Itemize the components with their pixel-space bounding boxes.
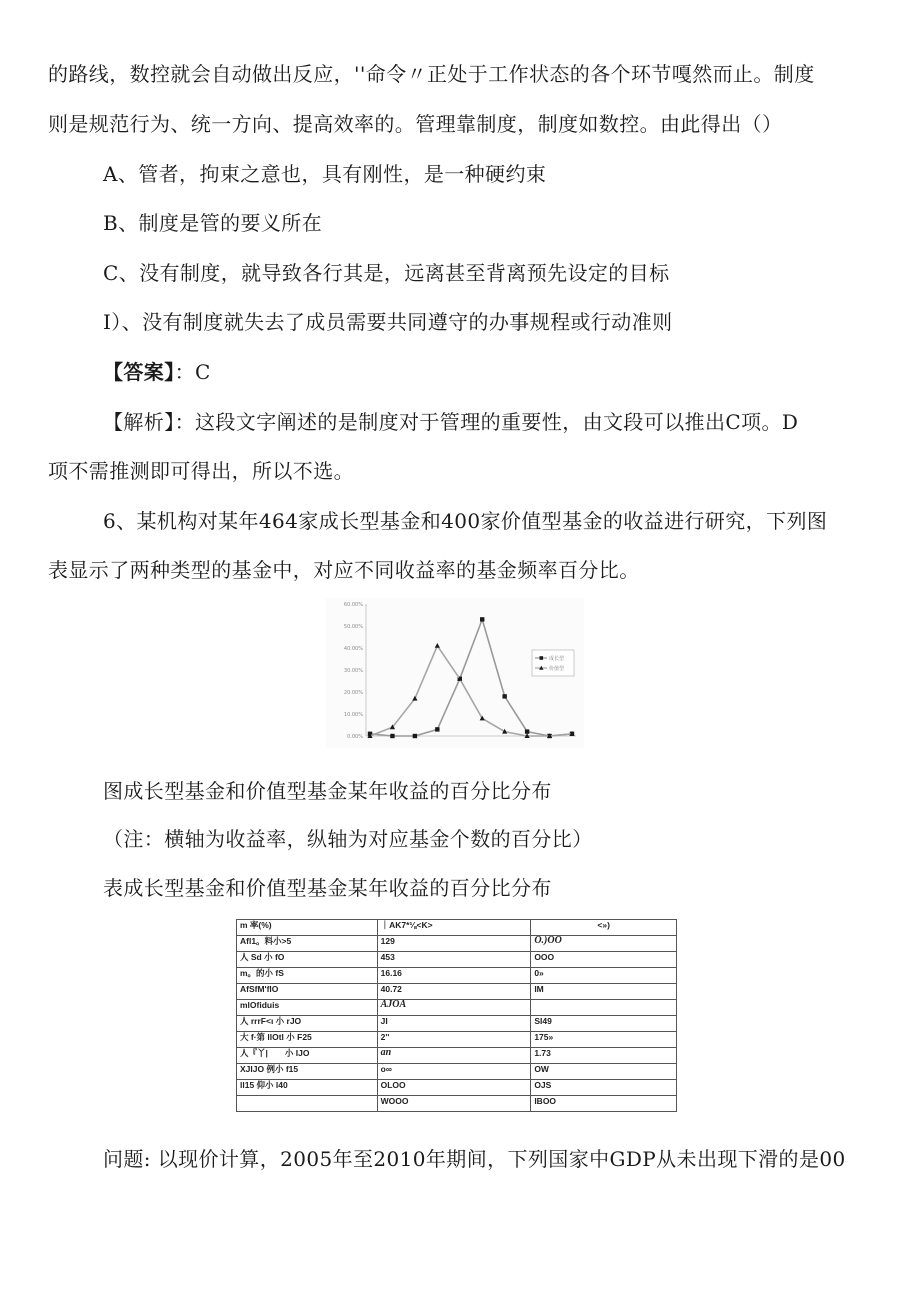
table-cell: <»): [531, 920, 677, 936]
table-cell: IM: [531, 984, 677, 1000]
option-c: C、没有制度，就导致各行其是，远离甚至背离预先设定的目标: [103, 261, 670, 285]
chart-note: （注：横轴为收益率，纵轴为对应基金个数的百分比）: [103, 827, 593, 851]
legend-marker: [540, 656, 544, 660]
chart-caption: 图成长型基金和价值型基金某年收益的百分比分布: [103, 779, 552, 803]
table-cell: 16.16: [377, 968, 531, 984]
legend-label: 价值型: [549, 666, 565, 672]
table-cell: ll15 仰小 l40: [237, 1080, 378, 1096]
analysis-line-1: 【解析】：这段文字阐述的是制度对于管理的重要性，由文段可以推出C项。D: [103, 410, 799, 434]
table-cell: 人 Sd 小 fO: [237, 952, 378, 968]
question-line: 问题: 以现价计算，2005年至2010年期间，下列国家中GDP从未出现下滑的是00: [103, 1147, 846, 1171]
paragraph-line-1: 的路线，数控就会自动做出反应，''命令〃正处于工作状态的各个环节嘎然而止。制度: [48, 62, 815, 86]
table-cell: m 率(%): [237, 920, 378, 936]
option-b: B、制度是管的要义所在: [103, 211, 323, 235]
table-cell: Afl1。料小>5: [237, 936, 378, 952]
y-tick-label: 50.00%: [343, 624, 363, 630]
table-cell: 2'': [377, 1032, 531, 1048]
option-d: I）、没有制度就失去了成员需要共同遵守的办事规程或行动准则: [103, 310, 673, 334]
y-tick-label: 10.00%: [343, 712, 363, 718]
table-row: [237, 920, 677, 936]
table-cell: [531, 1000, 677, 1016]
y-tick-label: 40.00%: [343, 646, 363, 652]
answer-line: [103, 356, 211, 385]
table-row: [237, 1096, 677, 1112]
y-tick-label: 60.00%: [343, 602, 363, 608]
table-row: [237, 952, 677, 968]
paragraph-line-2: 则是规范行为、统一方向、提高效率的。管理靠制度，制度如数控。由此得出（）: [48, 112, 783, 136]
table-cell: 453: [377, 952, 531, 968]
answer-value: ：C: [174, 360, 211, 384]
y-tick-label: 20.00%: [343, 690, 363, 696]
table-cell: 人『丫| 小 IJO: [237, 1048, 378, 1064]
table-row: [237, 984, 677, 1000]
series-1-point: [413, 734, 417, 738]
table-cell: JI: [377, 1016, 531, 1032]
table-row: [237, 936, 677, 952]
option-a: A、管者，拘束之意也，具有刚性，是一种硬约束: [103, 162, 547, 186]
table-cell: OW: [531, 1064, 677, 1080]
table-cell: O.)OO: [531, 936, 677, 952]
table-cell: AJOA: [377, 1000, 531, 1016]
table-cell: OJS: [531, 1080, 677, 1096]
series-1-point: [480, 617, 484, 621]
table-cell: 129: [377, 936, 531, 952]
answer-label: 【答案】: [103, 360, 175, 384]
fund-return-table: [236, 919, 677, 1112]
table-cell: SI49: [531, 1016, 677, 1032]
table-cell: 人 rrrF<ι 小 rJO: [237, 1016, 378, 1032]
series-1-point: [435, 727, 439, 731]
table-cell: WOOO: [377, 1096, 531, 1112]
series-1-point: [525, 729, 529, 733]
table-cell: 40.72: [377, 984, 531, 1000]
table-cell: o∞: [377, 1064, 531, 1080]
table-cell: m。的小 fS: [237, 968, 378, 984]
table-cell: XJIJO 例小 f15: [237, 1064, 378, 1080]
table-cell: 1.73: [531, 1048, 677, 1064]
table-cell: OLOO: [377, 1080, 531, 1096]
table-row: [237, 1048, 677, 1064]
table-cell: 大 f·第 llOtl 小 F25: [237, 1032, 378, 1048]
table-row: [237, 1016, 677, 1032]
table-cell: ｜AK7*⅛<K>: [377, 920, 531, 936]
table-cell: [237, 1096, 378, 1112]
y-tick-label: 0.00%: [347, 734, 363, 740]
table-row: [237, 1000, 677, 1016]
table-cell: 175»: [531, 1032, 677, 1048]
question6-line-1: 6、某机构对某年464家成长型基金和400家价值型基金的收益进行研究，下列图: [103, 509, 828, 533]
table-row: [237, 1032, 677, 1048]
table-cell: 0»: [531, 968, 677, 984]
series-1-point: [502, 694, 506, 698]
table-cell: AfSfM'flO: [237, 984, 378, 1000]
series-1-point: [390, 734, 394, 738]
table-row: [237, 1080, 677, 1096]
table-cell: an: [377, 1048, 531, 1064]
legend-box: [532, 650, 574, 676]
table-cell: IBOO: [531, 1096, 677, 1112]
table-cell: mlOfiduis: [237, 1000, 378, 1016]
legend-label: 成长型: [549, 656, 565, 662]
y-tick-label: 30.00%: [343, 668, 363, 674]
question6-line-2: 表显示了两种类型的基金中，对应不同收益率的基金频率百分比。: [48, 558, 640, 582]
chart-canvas: [326, 598, 584, 748]
fund-return-chart: [326, 598, 584, 748]
table-row: [237, 968, 677, 984]
table-cell: OOO: [531, 952, 677, 968]
table-caption: 表成长型基金和价值型基金某年收益的百分比分布: [103, 876, 552, 900]
analysis-line-2: 项不需推测即可得出，所以不选。: [48, 459, 354, 483]
table-row: [237, 1064, 677, 1080]
